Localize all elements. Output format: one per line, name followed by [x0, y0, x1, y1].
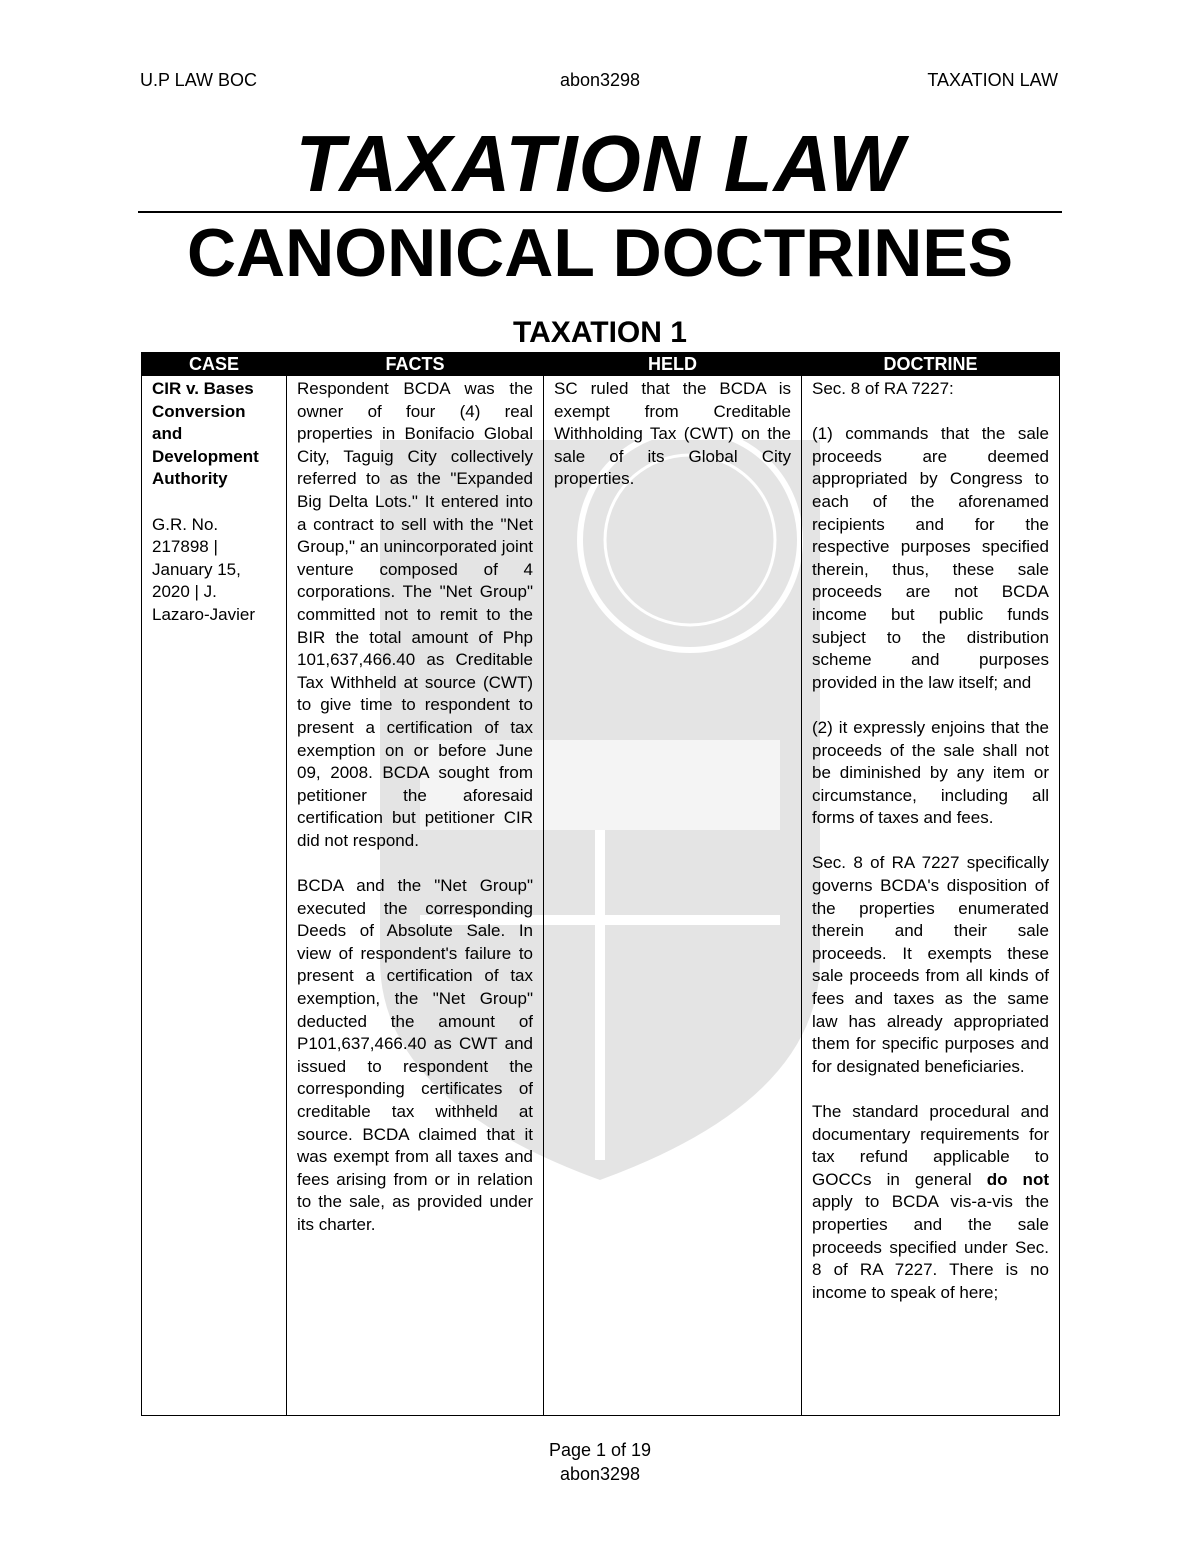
case-cell	[142, 376, 287, 1416]
doctrine-paragraph	[812, 1101, 1049, 1304]
doctrine-paragraph: (1) commands that the sale proceeds are deemed appropriated by Congress to each of the aforenamed recipients and for the respective purposes specified therein, thus, these sale proceeds are not BCDA income but public funds subject to the distribution scheme and purposes provided in the law itself; and	[812, 424, 1049, 692]
title-divider	[138, 211, 1062, 213]
case-digest-table	[141, 352, 1060, 1416]
doctrine-text: The standard procedural and documentary requirements for tax refund applicable to GOCCs in general	[812, 1102, 1049, 1189]
doctrine-text: apply to BCDA vis-a-vis the properties and the sale proceeds specified under Sec. 8 of RA 7227. There is no income to speak of here;	[812, 1192, 1049, 1302]
column-header-doctrine: DOCTRINE	[802, 353, 1060, 376]
header-right: TAXATION LAW	[927, 70, 1058, 90]
doctrine-paragraph: Sec. 8 of RA 7227 specifically governs BCDA's disposition of the properties enumerated therein and their sale proceeds. It exempts these sale proceeds from all kinds of fees and taxes as the same law has already appropriated them for specific purposes and for designated beneficiaries.	[812, 853, 1049, 1076]
doctrine-cell	[802, 376, 1060, 1416]
doctrine-emphasis: do not	[986, 1169, 1049, 1189]
table-row	[142, 376, 1060, 1416]
document-title: TAXATION LAW	[295, 119, 905, 208]
table-header-row	[142, 353, 1060, 376]
case-name: CIR v. Bases Conversion and Development Authority	[152, 379, 259, 489]
header-center: abon3298	[559, 70, 641, 90]
document-subtitle: CANONICAL DOCTRINES	[186, 215, 1014, 291]
held-cell	[544, 376, 802, 1416]
page-number: Page 1 of 19	[548, 1440, 652, 1460]
facts-paragraph: Respondent BCDA was the owner of four (4) real properties in Bonifacio Global City, Taguig City collectively referred to as the "Expanded Big Delta Lots." It entered into a contract to sell with the "Net Group," an unincorporated joint venture composed of 4 corporations. The "Net Group" committed not to remit to the BIR the total amount of Php 101,637,466.40 as Creditable Tax Withheld at source (CWT) to give time to respondent to present a certification of tax exemption on or before June 09, 2008. BCDA sought from petitioner the aforesaid certification but petitioner CIR did not respond.	[297, 379, 533, 850]
section-heading: TAXATION 1	[513, 316, 687, 349]
held-text: SC ruled that the BCDA is exempt from Creditable Withholding Tax (CWT) on the sale of its Global City properties.	[554, 379, 791, 489]
column-header-case: CASE	[142, 353, 287, 376]
column-header-facts: FACTS	[287, 353, 544, 376]
doctrine-paragraph: (2) it expressly enjoins that the proceeds of the sale shall not be diminished by any item or circumstance, including all forms of taxes and fees.	[812, 717, 1049, 828]
facts-paragraph: BCDA and the "Net Group" executed the corresponding Deeds of Absolute Sale. In view of respondent's failure to present a certification of tax exemption, the "Net Group" deducted the amount of P101,637,466.40 as CWT and issued to respondent the corresponding certificates of creditable tax withheld at source. BCDA claimed that it was exempt from all taxes and fees arising from or in relation to the sale, as provided under its charter.	[297, 876, 533, 1234]
facts-cell	[287, 376, 544, 1416]
case-citation: G.R. No. 217898 | January 15, 2020 | J. Lazaro-Javier	[152, 514, 255, 624]
column-header-held: HELD	[544, 353, 802, 376]
header-left: U.P LAW BOC	[140, 70, 258, 90]
doctrine-paragraph: Sec. 8 of RA 7227:	[812, 379, 954, 398]
footer-author: abon3298	[559, 1464, 641, 1484]
